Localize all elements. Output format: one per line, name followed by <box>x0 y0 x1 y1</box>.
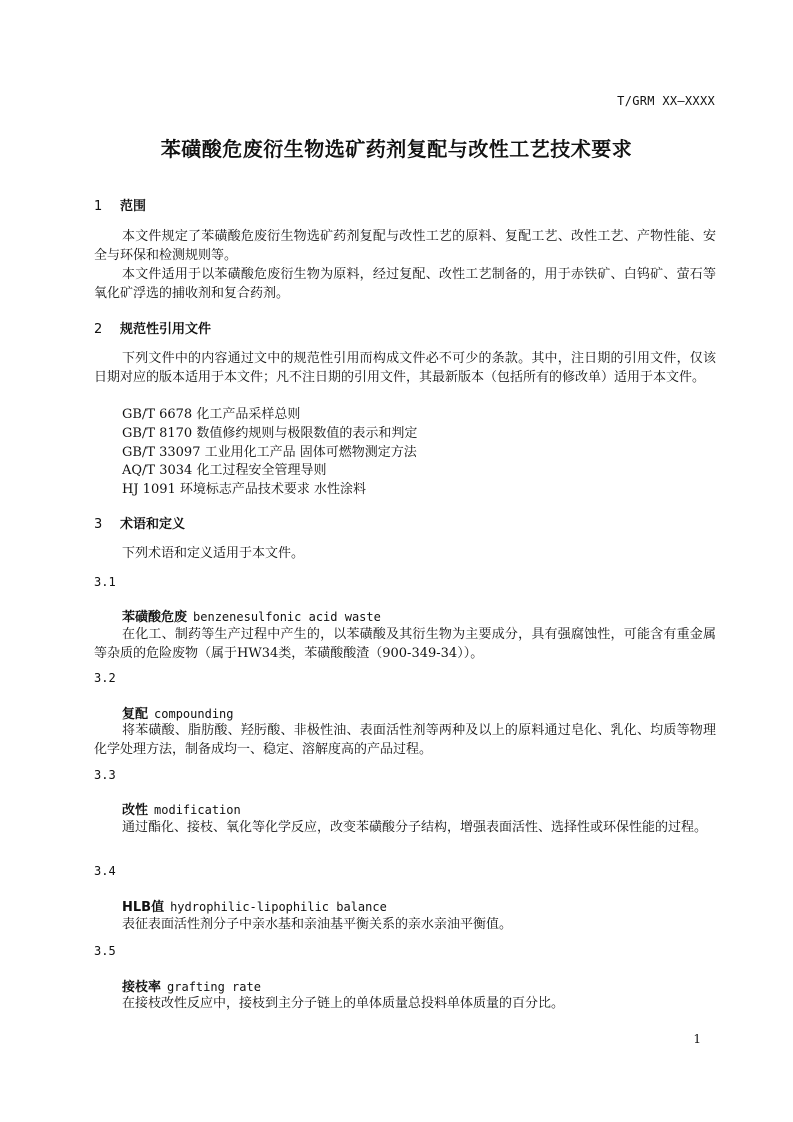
term-english: grafting rate <box>167 980 261 994</box>
term-number: 3.3 <box>94 768 116 782</box>
term-definition: 通过酯化、接枝、氧化等化学反应，改变苯磺酸分子结构，增强表面活性、选择性或环保性能的过程。 <box>122 820 708 835</box>
term-heading <box>122 703 234 722</box>
section-title: 术语和定义 <box>120 517 186 532</box>
term-english: modification <box>154 803 241 817</box>
term-definition: 表征表面活性剂分子中亲水基和亲油基平衡关系的亲水亲油平衡值。 <box>122 917 513 932</box>
term-chinese: 改性 <box>122 803 149 818</box>
section-2-heading <box>94 318 211 337</box>
term-chinese: 苯磺酸危废 <box>122 610 188 625</box>
term-english: hydrophilic-lipophilic balance <box>170 900 387 914</box>
term-number: 3.2 <box>94 671 116 685</box>
reference-item: GB/T 6678 化工产品采样总则 <box>122 407 301 422</box>
section-number: 2 <box>94 322 103 337</box>
section-title: 范围 <box>120 199 147 214</box>
reference-item: AQ/T 3034 化工过程安全管理导则 <box>122 463 327 478</box>
section-3-heading <box>94 513 185 532</box>
reference-item: GB/T 8170 数值修约规则与极限数值的表示和判定 <box>122 426 418 441</box>
section-title: 规范性引用文件 <box>120 322 212 337</box>
section-2-paragraph-1: 下列文件中的内容通过文中的规范性引用而构成文件必不可少的条款。其中，注日期的引用文件，仅该日期对应的版本适用于本文件；凡不注日期的引用文件，其最新版本（包括所有的修改单）适用于本文件。 <box>94 351 716 385</box>
reference-item: GB/T 33097 工业用化工产品 固体可燃物测定方法 <box>122 445 417 460</box>
term-chinese: HLB值 <box>122 900 165 915</box>
term-definition: 在接枝改性反应中，接枝到主分子链上的单体质量总投料单体质量的百分比。 <box>122 996 565 1011</box>
term-english: compounding <box>154 707 234 721</box>
section-3-paragraph-1: 下列术语和定义适用于本文件。 <box>122 546 305 561</box>
reference-item: HJ 1091 环境标志产品技术要求 水性涂料 <box>122 482 367 497</box>
document-title: 苯磺酸危废衍生物选矿药剂复配与改性工艺技术要求 <box>160 137 633 161</box>
section-1-paragraph-2: 本文件适用于以苯磺酸危废衍生物为原料，经过复配、改性工艺制备的，用于赤铁矿、白钨矿、萤石等氧化矿浮选的捕收剂和复合药剂。 <box>94 267 716 301</box>
term-definition: 将苯磺酸、脂肪酸、羟肟酸、非极性油、表面活性剂等两种及以上的原料通过皂化、乳化、均质等物理化学处理方法，制备成均一、稳定、溶解度高的产品过程。 <box>94 723 716 757</box>
section-number: 3 <box>94 517 103 532</box>
term-heading <box>122 896 387 915</box>
section-number: 1 <box>94 199 103 214</box>
section-1-paragraph-1: 本文件规定了苯磺酸危废衍生物选矿药剂复配与改性工艺的原料、复配工艺、改性工艺、产物性能、安全与环保和检测规则等。 <box>94 229 716 263</box>
term-heading <box>122 606 381 625</box>
term-number: 3.1 <box>94 575 116 589</box>
term-chinese: 复配 <box>122 707 149 722</box>
term-heading <box>122 799 241 818</box>
term-number: 3.5 <box>94 944 116 958</box>
term-heading <box>122 976 261 995</box>
term-number: 3.4 <box>94 864 116 878</box>
term-english: benzenesulfonic acid waste <box>193 610 381 624</box>
page-number: 1 <box>693 1032 701 1046</box>
section-1-heading <box>94 195 146 214</box>
term-chinese: 接枝率 <box>122 980 162 995</box>
standard-code: T/GRM XX—XXXX <box>617 94 715 108</box>
term-definition: 在化工、制药等生产过程中产生的，以苯磺酸及其衍生物为主要成分，具有强腐蚀性，可能含有重金属等杂质的危险废物（属于HW34类，苯磺酸酸渣（900-349-34））。 <box>94 627 716 661</box>
